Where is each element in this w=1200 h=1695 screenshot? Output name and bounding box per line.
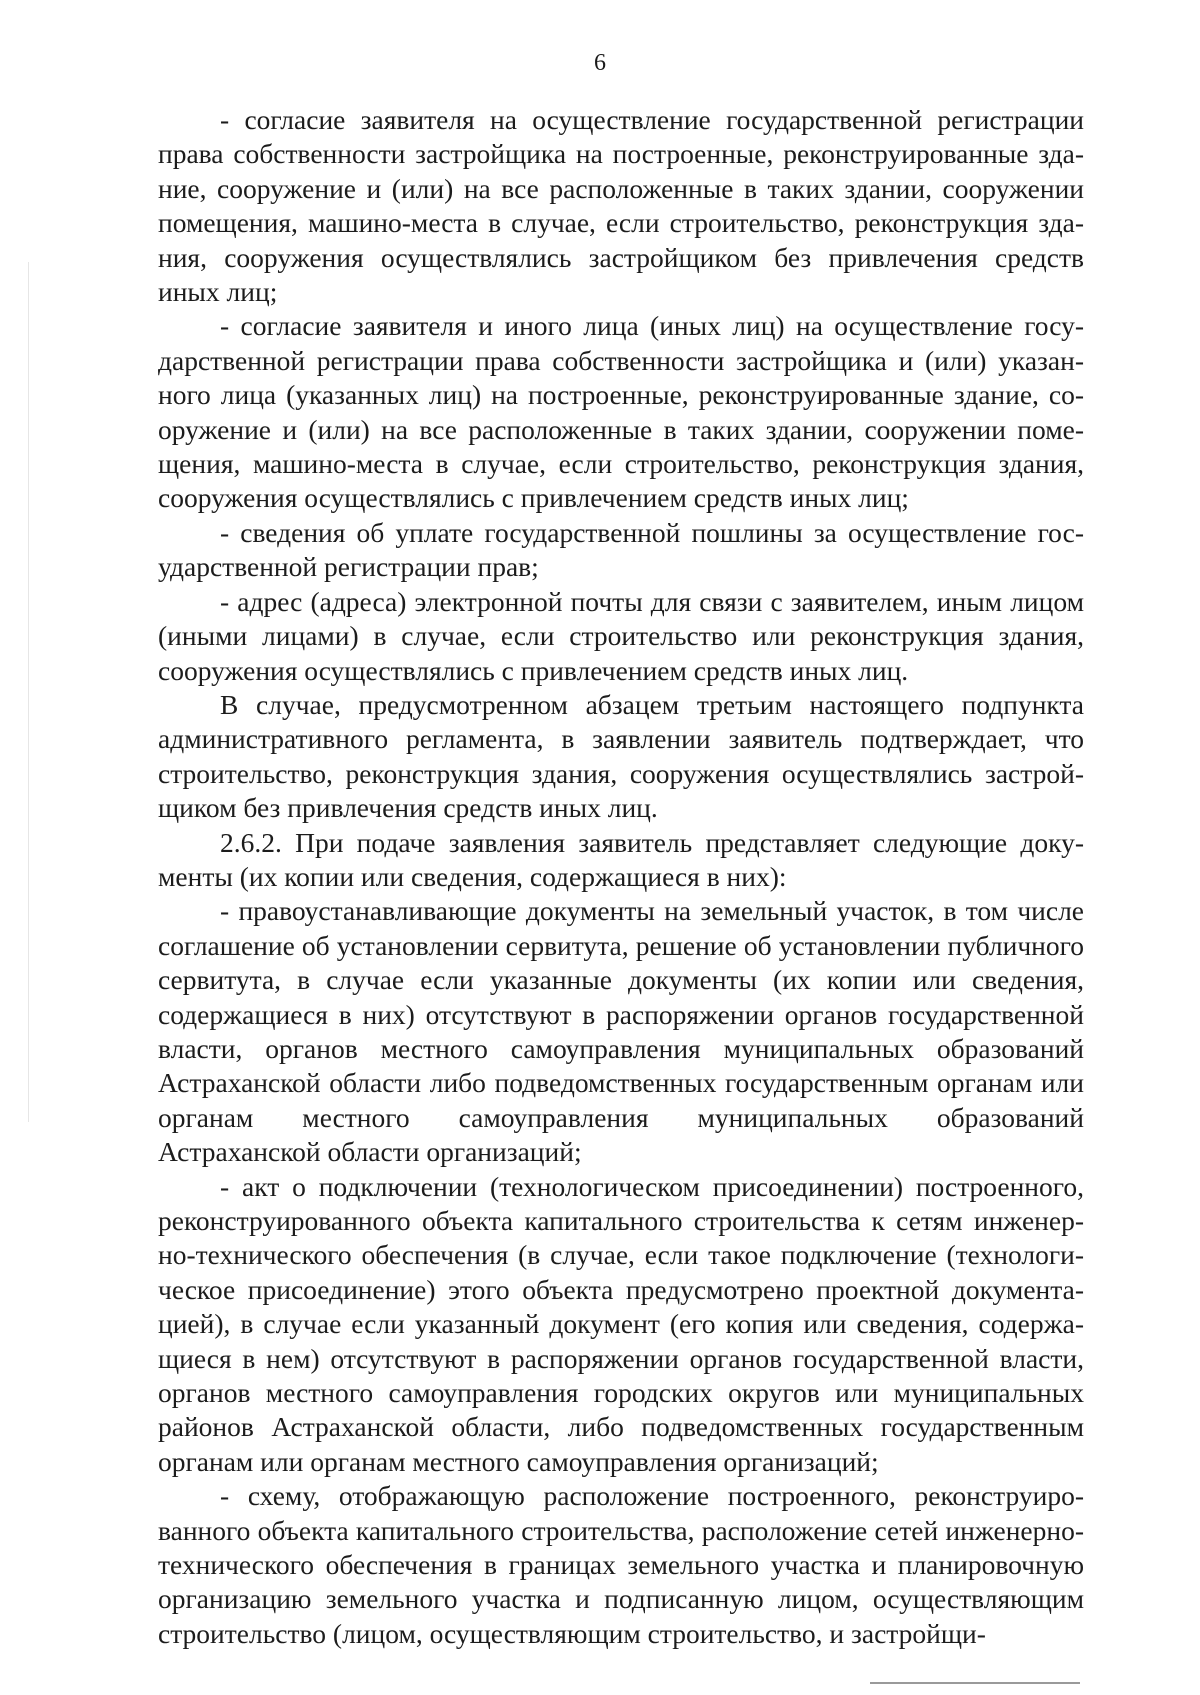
paragraph-section-2-6-2: 2.6.2. При подаче заявления заявитель представляет следующие документы (их копии или сведения, содержащиеся в них): xyxy=(158,826,1084,892)
page-number: 6 xyxy=(594,50,606,76)
paragraph-confirmation: В случае, предусмотренном абзацем третьим настоящего подпункта административного регламента, в заявлении заявитель подтверждает, что строительство, реконструкция здания, сооружения осуществлялись застройщиком без привлечения средств иных лиц. xyxy=(158,688,1084,824)
footer-line xyxy=(870,1682,1080,1684)
scan-edge-mark xyxy=(28,262,29,1122)
paragraph-layout-scheme: - схему, отображающую расположение построенного, реконструированного объекта капитального строительства, расположение сетей инженерно-технического обеспечения в границах земельного участка и планировочную организацию земельного участка и подписанную лицом, осуществляющим строительство (лицом, осуществляющим строительство, и застройщи- xyxy=(158,1480,1084,1649)
document-body xyxy=(158,103,1084,1651)
paragraph-consent-other-persons: - согласие заявителя и иного лица (иных лиц) на осуществление государственной регистрации права собственности застройщика и (или) указанного лица (указанных лиц) на построенные, реконструированные здание, сооружение и (или) на все расположенные в таких здании, сооружении помещения, машино-места в случае, если строительство, реконструкция здания, сооружения осуществлялись с привлечением средств иных лиц; xyxy=(158,310,1084,514)
paragraph-email-address: - адрес (адреса) электронной почты для связи с заявителем, иным лицом (иными лицами) в случае, если строительство или реконструкция здания, сооружения осуществлялись с привлечением средств иных лиц. xyxy=(158,585,1084,686)
paragraph-consent-applicant: - согласие заявителя на осуществление государственной регистрации права собственности застройщика на построенные, реконструированные здание, сооружение и (или) на все расположенные в таких здании, сооружении помещения, машино-места в случае, если строительство, реконструкция здания, сооружения осуществлялись застройщиком без привлечения средств иных лиц; xyxy=(158,104,1084,308)
paragraph-land-documents: - правоустанавливающие документы на земельный участок, в том числе соглашение об установлении сервитута, решение об установлении публичного сервитута, в случае если указанные документы (их копии или сведения, содержащиеся в них) отсутствуют в распоряжении органов государственной власти, органов местного самоуправления муниципальных образований Астраханской области либо подведомственных государственным органам или органам местного самоуправления муниципальных образований Астраханской области организаций; xyxy=(158,895,1084,1168)
paragraph-state-fee: - сведения об уплате государственной пошлины за осуществление государственной регистрации прав; xyxy=(158,516,1084,583)
paragraph-connection-act: - акт о подключении (технологическом присоединении) построенного, реконструированного объекта капитального строительства к сетям инженерно-технического обеспечения (в случае, если такое подключение (технологическое присоединение) этого объекта предусмотрено проектной документацией), в случае если указанный документ (его копия или сведения, содержащиеся в нем) отсутствуют в распоряжении органов государственной власти, органов местного самоуправления городских округов или муниципальных районов Астраханской области, либо подведомственных государственным органам или органам местного самоуправления организаций; xyxy=(158,1170,1084,1477)
